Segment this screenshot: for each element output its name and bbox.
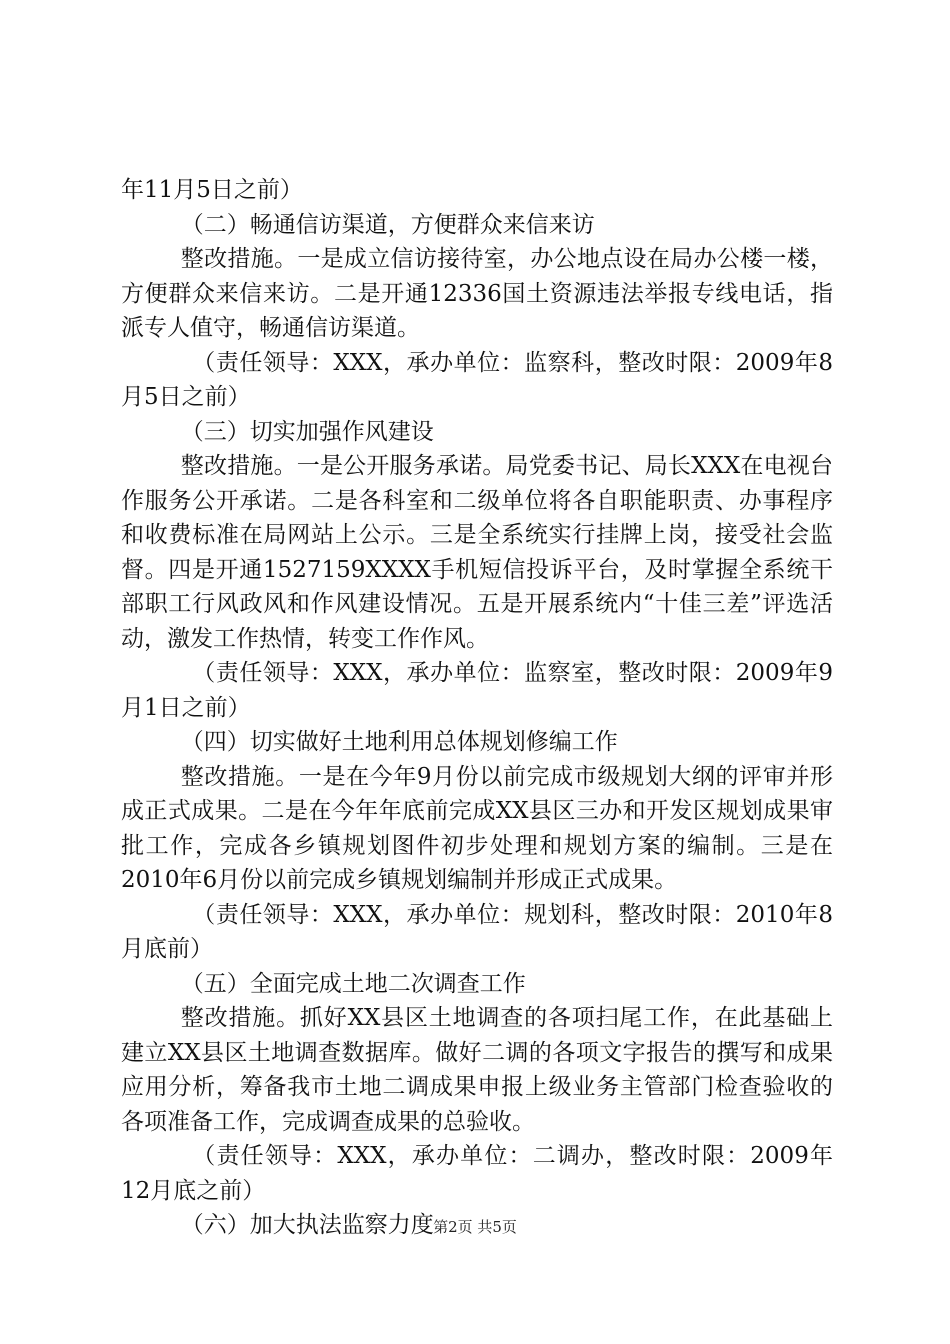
measures-paragraph-5: 整改措施。抓好XX县区土地调查的各项扫尾工作，在此基础上建立XX县区土地调查数据库。做好二调的各项文字报告的撰写和成果应用分析，筹备我市土地二调成果申报上级业务主管部门检查验收的各项准备工作，完成调查成果的总验收。 [121,1005,833,1135]
responsibility-line-4: （责任领导：XXX，承办单位：规划科，整改时限：2010年8月底前） [121,901,833,962]
responsibility-line-5: （责任领导：XXX，承办单位：二调办，整改时限：2009年12月底之前） [121,1143,833,1204]
responsibility-line-3: （责任领导：XXX，承办单位：监察室，整改时限：2009年9月1日之前） [121,660,833,721]
responsibility-line-2: （责任领导：XXX，承办单位：监察科，整改时限：2009年8月5日之前） [121,349,833,410]
measures-paragraph-2: 整改措施。一是成立信访接待室，办公地点设在局办公楼一楼，方便群众来信来访。二是开通12336国土资源违法举报专线电话，指派专人值守，畅通信访渠道。 [121,246,833,341]
paragraph-continuation: 年11月5日之前） [121,177,303,203]
measures-paragraph-4: 整改措施。一是在今年9月份以前完成市级规划大纲的评审并形成正式成果。二是在今年年底前完成XX县区三办和开发区规划成果审批工作，完成各乡镇规划图件初步处理和规划方案的编制。三是在2010年6月份以前完成乡镇规划编制并形成正式成果。 [121,763,833,893]
section-heading-4: （四）切实做好土地利用总体规划修编工作 [180,729,618,755]
section-heading-6: （六）加大执法监察力度 [180,1212,434,1238]
page-footer: 第2页 共5页 [433,1218,517,1236]
measures-paragraph-3: 整改措施。一是公开服务承诺。局党委书记、局长XXX在电视台作服务公开承诺。二是各科室和二级单位将各自职能职责、办事程序和收费标准在局网站上公示。三是全系统实行挂牌上岗，接受社会监督。四是开通1527159XXXX手机短信投诉平台，及时掌握全系统干部职工行风政风和作风建设情况。五是开展系统内“十佳三差”评选活动，激发工作热情，转变工作作风。 [121,453,833,652]
section-heading-5: （五）全面完成土地二次调查工作 [180,970,526,997]
section-heading-3: （三）切实加强作风建设 [180,418,434,445]
section-heading-2: （二）畅通信访渠道，方便群众来信来访 [180,211,595,238]
document-body [121,173,833,1243]
